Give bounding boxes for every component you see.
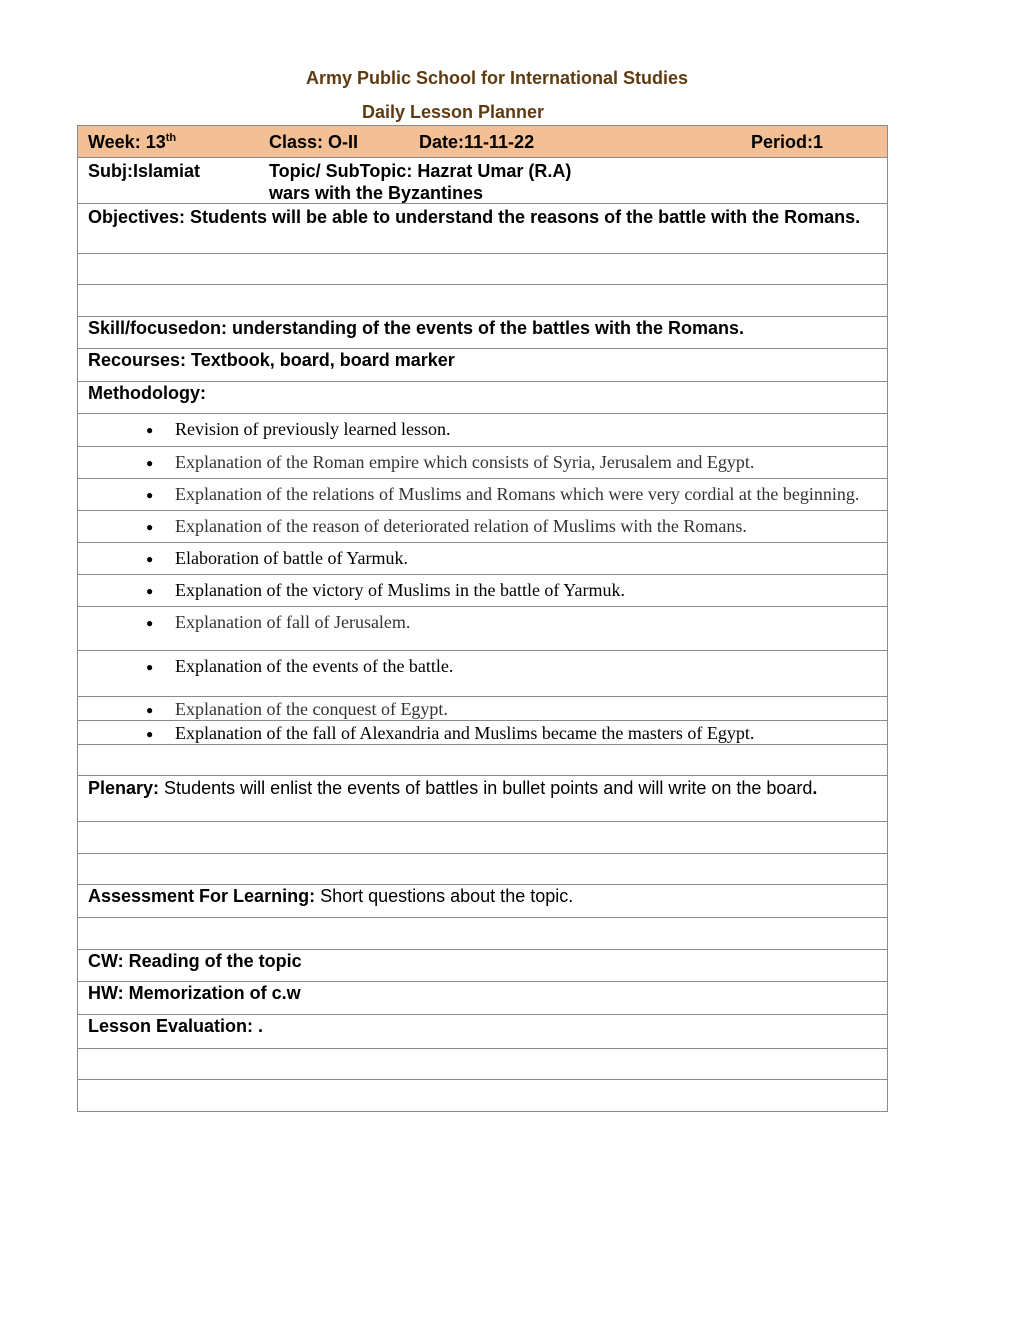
empty-row	[78, 285, 888, 317]
bullet-icon: ●	[146, 423, 154, 437]
methodology-item	[78, 721, 888, 745]
planner-title: Daily Lesson Planner	[362, 102, 545, 122]
homework-text: HW: Memorization of c.w	[78, 982, 888, 1015]
homework-row	[78, 982, 888, 1015]
methodology-item	[78, 607, 888, 651]
subject-topic-row	[78, 158, 888, 204]
methodology-item	[78, 447, 888, 479]
methodology-item	[78, 575, 888, 607]
methodology-item-text: Explanation of the fall of Alexandria and Muslims became the masters of Egypt.	[175, 723, 755, 743]
resources-row	[78, 349, 888, 382]
methodology-item-text: Explanation of the events of the battle.	[175, 656, 454, 676]
bullet-icon: ●	[146, 584, 154, 598]
empty-row	[78, 918, 888, 950]
methodology-item-text: Explanation of fall of Jerusalem.	[175, 612, 411, 632]
bullet-icon: ●	[146, 727, 154, 741]
methodology-row	[78, 382, 888, 414]
empty-row	[78, 254, 888, 285]
subject-label: Subj:Islamiat	[88, 161, 201, 181]
bullet-icon: ●	[146, 552, 154, 566]
empty-row	[78, 1080, 888, 1112]
bullet-icon: ●	[146, 616, 154, 630]
lesson-plan-table	[77, 125, 888, 1112]
assessment-text: Short questions about the topic.	[315, 886, 574, 906]
topic-line-1: Topic/ SubTopic: Hazrat Umar (R.A)	[269, 161, 572, 181]
empty-row	[78, 854, 888, 885]
week-label: Week: 13th	[88, 132, 177, 152]
methodology-item	[78, 543, 888, 575]
methodology-item	[78, 651, 888, 697]
bullet-icon: ●	[146, 456, 154, 470]
methodology-item-text: Explanation of the reason of deteriorated relation of Muslims with the Romans.	[175, 516, 747, 536]
plan-header-row	[78, 126, 888, 158]
date-label: Date:11-11-22	[419, 132, 535, 152]
empty-row	[78, 745, 888, 776]
bullet-icon: ●	[146, 660, 154, 674]
objectives-row	[78, 204, 888, 254]
methodology-item-text: Explanation of the relations of Muslims and Romans which were very cordial at the beginning.	[175, 484, 860, 504]
classwork-text: CW: Reading of the topic	[78, 950, 888, 982]
skill-text: Skill/focusedon: understanding of the events of the battles with the Romans.	[78, 317, 888, 349]
plenary-cell	[78, 776, 888, 822]
methodology-item	[78, 414, 888, 447]
methodology-item	[78, 479, 888, 511]
skill-row	[78, 317, 888, 349]
assessment-row	[78, 885, 888, 918]
objectives-text: Objectives: Students will be able to understand the reasons of the battle with the Romans.	[78, 204, 888, 254]
assessment-cell	[78, 885, 888, 918]
methodology-item-text: Revision of previously learned lesson.	[175, 419, 451, 439]
bullet-icon: ●	[146, 488, 154, 502]
empty-row	[78, 822, 888, 854]
bullet-icon: ●	[146, 703, 154, 717]
methodology-item-text: Explanation of the conquest of Egypt.	[175, 699, 448, 719]
topic-line-2: wars with the Byzantines	[269, 183, 484, 203]
resources-text: Recourses: Textbook, board, board marker	[78, 349, 888, 382]
plenary-row	[78, 776, 888, 822]
bullet-icon: ●	[146, 520, 154, 534]
methodology-item	[78, 697, 888, 721]
evaluation-text: Lesson Evaluation: .	[78, 1015, 888, 1049]
plenary-end: .	[812, 778, 818, 798]
classwork-row	[78, 950, 888, 982]
school-title: Army Public School for International Studies	[305, 68, 689, 88]
plenary-text: Students will enlist the events of battles in bullet points and will write on the board	[159, 778, 813, 798]
methodology-item-text: Elaboration of battle of Yarmuk.	[175, 548, 408, 568]
plenary-label: Plenary:	[88, 778, 160, 798]
empty-row	[78, 1049, 888, 1080]
methodology-item-text: Explanation of the victory of Muslims in the battle of Yarmuk.	[175, 580, 625, 600]
evaluation-row	[78, 1015, 888, 1049]
class-label: Class: O-II	[269, 132, 359, 152]
methodology-item-text: Explanation of the Roman empire which consists of Syria, Jerusalem and Egypt.	[175, 452, 755, 472]
period-label: Period:1	[751, 132, 824, 152]
assessment-label: Assessment For Learning:	[88, 886, 316, 906]
methodology-heading: Methodology:	[78, 382, 888, 414]
methodology-item	[78, 511, 888, 543]
